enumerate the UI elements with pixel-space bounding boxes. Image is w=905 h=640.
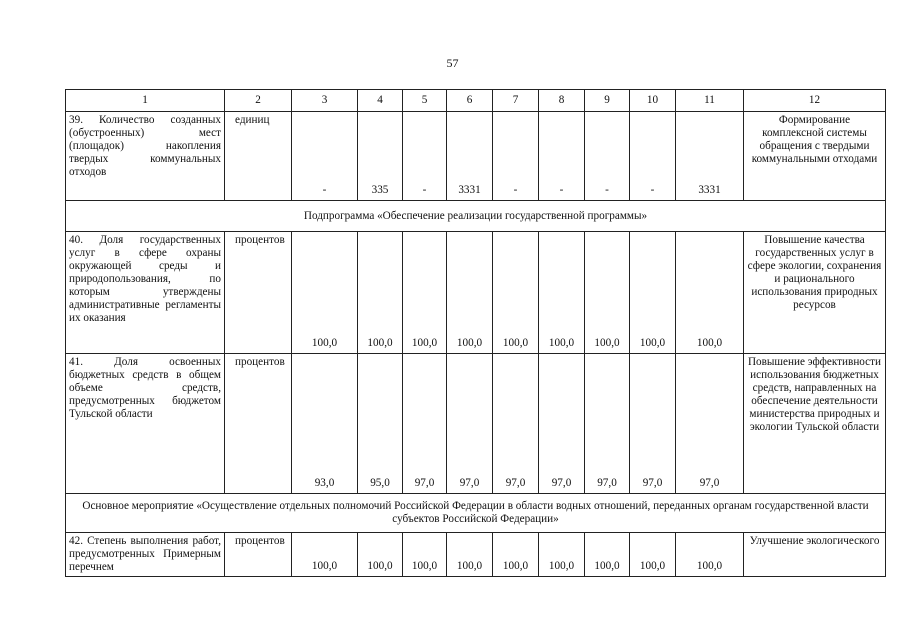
indicator-unit: единиц [225,112,292,201]
column-header: 5 [403,90,447,112]
value-cell: 100,0 [358,232,403,354]
value-cell: 100,0 [292,533,358,577]
indicator-name: 41. Доля освоенных бюджетных средств в общем объеме средств, предусмотренных бюджетом Тульской области [66,354,225,494]
value-cell: 100,0 [403,232,447,354]
value-cell: 97,0 [447,354,493,494]
value-cell: 100,0 [493,533,539,577]
value-cell: 97,0 [630,354,676,494]
purpose-cell: Формирование комплексной системы обращения с твердыми коммунальными отходами [744,112,886,201]
value-cell: 3331 [676,112,744,201]
value-cell: 97,0 [539,354,585,494]
purpose-cell: Улучшение экологического [744,533,886,577]
indicator-name: 40. Доля государственных услуг в сфере охраны окружающей среды и природопользования, по которым утверждены административные регламенты их оказания [66,232,225,354]
value-cell: 95,0 [358,354,403,494]
column-header: 1 [66,90,225,112]
section-title: Основное мероприятие «Осуществление отдельных полномочий Российской Федерации в области водных отношений, переданных органам государственной власти субъектов Российской Федерации» [66,494,886,533]
indicator-unit: процентов [225,232,292,354]
value-cell: 97,0 [493,354,539,494]
section-row [66,201,886,232]
value-cell: 97,0 [676,354,744,494]
value-cell: 100,0 [403,533,447,577]
column-header: 10 [630,90,676,112]
table-row [66,112,886,201]
value-cell: 100,0 [585,232,630,354]
section-row [66,494,886,533]
value-cell: 100,0 [676,232,744,354]
value-cell: 97,0 [585,354,630,494]
column-header: 6 [447,90,493,112]
column-header: 8 [539,90,585,112]
table-row [66,232,886,354]
column-number-row [66,90,886,112]
value-cell: - [585,112,630,201]
value-cell: - [493,112,539,201]
value-cell: 3331 [447,112,493,201]
column-header: 3 [292,90,358,112]
indicators-table [65,89,886,577]
indicator-unit: процентов [225,533,292,577]
value-cell: - [630,112,676,201]
value-cell: 335 [358,112,403,201]
value-cell: 100,0 [358,533,403,577]
value-cell: 100,0 [676,533,744,577]
purpose-cell: Повышение эффективности использования бюджетных средств, направленных на обеспечение деятельности министерства природных и экологии Тульской области [744,354,886,494]
value-cell: 100,0 [539,533,585,577]
value-cell: 100,0 [447,232,493,354]
column-header: 7 [493,90,539,112]
value-cell: 93,0 [292,354,358,494]
table-row [66,354,886,494]
column-header: 11 [676,90,744,112]
column-header: 4 [358,90,403,112]
value-cell: 100,0 [447,533,493,577]
table-row [66,533,886,577]
value-cell: 100,0 [539,232,585,354]
column-header: 12 [744,90,886,112]
column-header: 2 [225,90,292,112]
indicator-name: 39. Количество созданных (обустроенных) мест (площадок) накопления твердых коммунальных отходов [66,112,225,201]
value-cell: 100,0 [493,232,539,354]
page-number: 57 [446,56,459,70]
value-cell: 100,0 [292,232,358,354]
value-cell: - [292,112,358,201]
indicator-name: 42. Степень выполнения работ, предусмотренных Примерным перечнем [66,533,225,577]
column-header: 9 [585,90,630,112]
section-title: Подпрограмма «Обеспечение реализации государственной программы» [66,201,886,232]
indicator-unit: процентов [225,354,292,494]
value-cell: 97,0 [403,354,447,494]
value-cell: - [403,112,447,201]
value-cell: 100,0 [630,232,676,354]
purpose-cell: Повышение качества государственных услуг в сфере экологии, сохранения и рационального использования природных ресурсов [744,232,886,354]
value-cell: 100,0 [630,533,676,577]
value-cell: 100,0 [585,533,630,577]
value-cell: - [539,112,585,201]
